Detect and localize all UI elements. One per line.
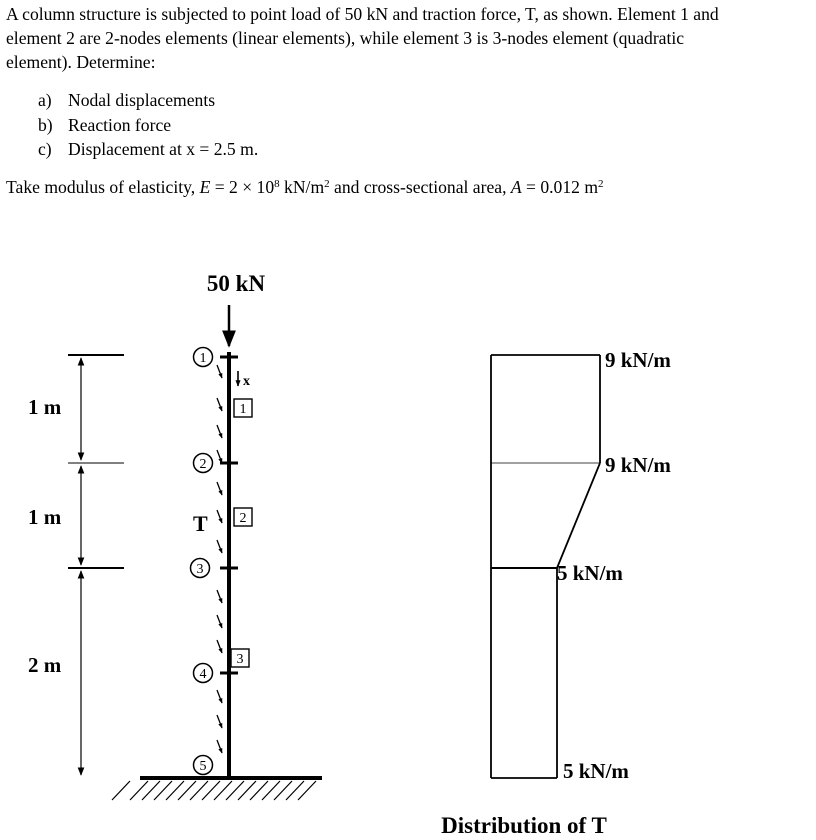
modulus-symbol: E <box>199 177 211 197</box>
element-label: 1 <box>239 402 247 417</box>
dimension-lines <box>68 355 124 775</box>
traction-arrow <box>217 715 222 728</box>
task-text: Nodal displacements <box>68 90 216 110</box>
node-label: 4 <box>199 667 207 682</box>
area-value: = 0.012 m <box>521 177 599 197</box>
distribution-label: 9 kN/m <box>605 453 671 477</box>
element-labels <box>231 399 252 667</box>
distribution-label: 9 kN/m <box>605 348 671 372</box>
node-circles <box>191 348 213 775</box>
intro-line-2: element 2 are 2-nodes elements (linear elements), while element 3 is 3-nodes element (quadratic <box>6 28 685 48</box>
area-exponent: 2 <box>598 178 604 190</box>
traction-arrow <box>217 398 222 411</box>
task-label: a) <box>38 90 52 110</box>
task-label: b) <box>38 114 53 135</box>
task-label: c) <box>38 139 52 159</box>
traction-arrow <box>217 590 222 603</box>
distribution-label: 5 kN/m <box>563 759 629 783</box>
intro-line-3: element). Determine: <box>6 52 156 72</box>
traction-arrow <box>217 510 222 523</box>
traction-arrow <box>217 365 222 378</box>
traction-arrow <box>217 450 222 463</box>
element-label: 3 <box>236 652 244 667</box>
x-axis-label: x <box>243 374 250 389</box>
node-label: 5 <box>199 759 207 774</box>
traction-arrow <box>217 740 222 753</box>
element-label: 2 <box>239 511 247 526</box>
note-middle: and cross-sectional area, <box>329 177 511 197</box>
modulus-exponent: 8 <box>274 178 280 190</box>
distribution-label: 5 kN/m <box>557 561 623 585</box>
dimension-label: 1 m <box>28 505 62 529</box>
distribution-caption: Distribution of T <box>441 813 607 838</box>
intro-line-1: A column structure is subjected to point load of 50 kN and traction force, T, as shown. Element 1 and <box>6 4 719 24</box>
dimension-label: 2 m <box>28 653 62 677</box>
task-text: Reaction force <box>68 114 172 135</box>
node-label: 2 <box>199 457 207 472</box>
traction-arrows <box>217 365 222 753</box>
node-label: 3 <box>196 562 204 577</box>
modulus-unit: kN/m <box>279 177 325 197</box>
task-text: Displacement at x = 2.5 m. <box>68 139 259 159</box>
traction-arrow <box>217 690 222 703</box>
traction-arrow <box>217 425 222 438</box>
traction-arrow <box>217 615 222 628</box>
load-label: 50 kN <box>206 271 266 296</box>
modulus-value: = 2 × 10 <box>210 177 275 197</box>
node-label: 1 <box>199 351 207 366</box>
dimension-label: 1 m <box>28 395 62 419</box>
area-symbol: A <box>510 177 522 197</box>
ground-hatching <box>112 781 316 800</box>
traction-arrow <box>217 540 222 553</box>
modulus-unit-exponent: 2 <box>324 178 330 190</box>
traction-label: T <box>193 511 208 536</box>
traction-arrow <box>217 482 222 495</box>
traction-arrow <box>217 640 222 653</box>
note-prefix: Take modulus of elasticity, <box>6 177 200 197</box>
